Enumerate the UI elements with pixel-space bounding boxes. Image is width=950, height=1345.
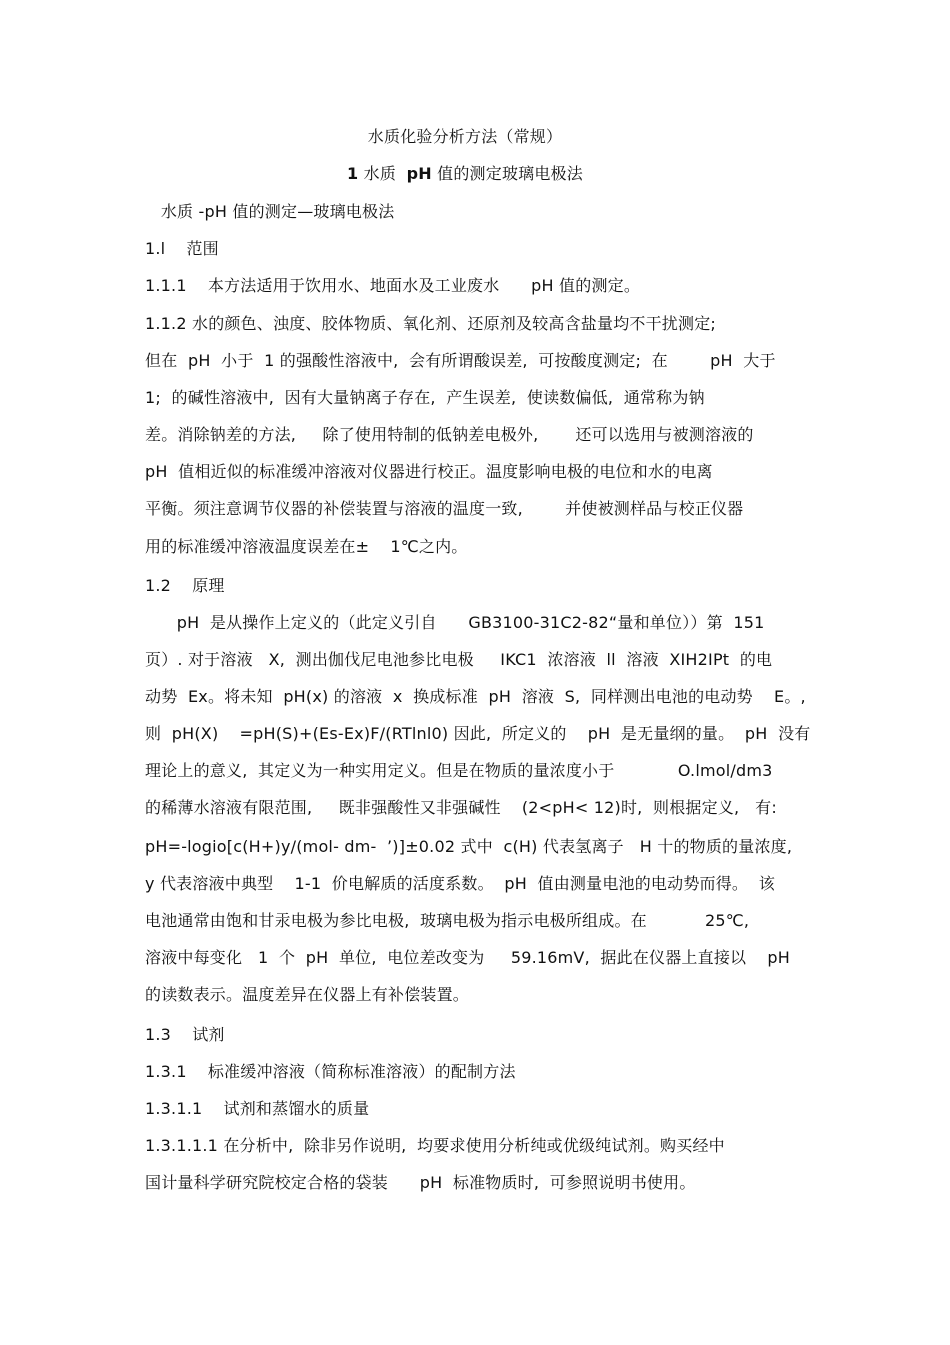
paragraph-line: 用的标准缓冲溶液温度误差在± 1℃之内。 — [145, 537, 468, 556]
section-heading: 1.3.1.1 试剂和蒸馏水的质量 — [145, 1099, 370, 1118]
paragraph-line: 国计量科学研究院校定合格的袋装 pH 标准物质时, 可参照说明书使用。 — [145, 1173, 696, 1192]
paragraph-line: 水质 -pH 值的测定—玻璃电极法 — [145, 202, 395, 221]
section-heading: 1.2 原理 — [145, 576, 225, 595]
section-heading: 1.l 范围 — [145, 239, 219, 258]
section-heading: 1.3.1 标准缓冲溶液（简称标准溶液）的配制方法 — [145, 1062, 516, 1081]
paragraph-line: y 代表溶液中典型 1-1 价电解质的活度系数。 pH 值由测量电池的电动势而得。 该 — [145, 874, 775, 893]
subtitle-ph: pH — [406, 164, 432, 183]
paragraph-line: 的读数表示。温度差异在仪器上有补偿装置。 — [145, 985, 470, 1004]
paragraph-line: 则 pH(X) =pH(S)+(Es-Ex)F/(RTlnl0) 因此, 所定义的 pH 是无量纲的量。 pH 没有 — [145, 724, 811, 743]
subtitle-number: 1 — [347, 164, 359, 183]
paragraph-line: pH 值相近似的标准缓冲溶液对仪器进行校正。温度影响电极的电位和水的电离 — [145, 462, 713, 481]
paragraph-line: 溶液中每变化 1 个 pH 单位, 电位差改变为 59.16mV, 据此在仪器上直接以 pH — [145, 948, 790, 967]
paragraph-line: 理论上的意义, 其定义为一种实用定义。但是在物质的量浓度小于 O.lmol/dm3 — [145, 761, 773, 780]
document-title: 水质化验分析方法（常规） — [367, 127, 563, 146]
paragraph-line: pH=-logio[c(H+)y/(mol- dm- ’)]±0.02 式中 c(H) 代表氢离子 H 十的物质的量浓度, — [145, 837, 793, 856]
paragraph-line: 的稀薄水溶液有限范围, 既非强酸性又非强碱性 (2<pH< 12)时, 则根据定义, 有: — [145, 798, 777, 817]
document-subtitle — [0, 163, 930, 185]
paragraph-line: 1.1.1 本方法适用于饮用水、地面水及工业废水 pH 值的测定。 — [145, 276, 641, 295]
paragraph-line: 但在 pH 小于 1 的强酸性溶液中, 会有所谓酸误差, 可按酸度测定; 在 pH 大于 — [145, 351, 776, 370]
paragraph-line: 差。消除钠差的方法, 除了使用特制的低钠差电极外, 还可以选用与被测溶液的 — [145, 425, 754, 444]
section-heading: 1.3 试剂 — [145, 1025, 225, 1044]
subtitle-text-b: 值的测定玻璃电极法 — [431, 164, 583, 183]
paragraph-line: 电池通常由饱和甘汞电极为参比电极, 玻璃电极为指示电极所组成。在 25℃, — [145, 911, 750, 930]
subtitle-text-a: 水质 — [358, 164, 407, 183]
paragraph-line: 1.1.2 水的颜色、浊度、胶体物质、氧化剂、还原剂及较高含盐量均不干扰测定; — [145, 314, 716, 333]
paragraph-line: 1.3.1.1.1 在分析中, 除非另作说明, 均要求使用分析纯或优级纯试剂。购买经中 — [145, 1136, 725, 1155]
paragraph-line: 动势 Ex。将未知 pH(x) 的溶液 x 换成标准 pH 溶液 S, 同样测出电池的电动势 E。, — [145, 687, 806, 706]
paragraph-line: 平衡。须注意调节仪器的补偿装置与溶液的温度一致, 并使被测样品与校正仪器 — [145, 499, 744, 518]
paragraph-line: 1; 的碱性溶液中, 因有大量钠离子存在, 产生误差, 使读数偏低, 通常称为钠 — [145, 388, 705, 407]
paragraph-line: pH 是从操作上定义的（此定义引自 GB3100-31C2-82“量和单位））第 151 — [145, 613, 765, 632]
paragraph-line: 页）. 对于溶液 X, 测出伽伐尼电池参比电极 IKC1 浓溶液 ll 溶液 XIH2IPt 的电 — [145, 650, 773, 669]
